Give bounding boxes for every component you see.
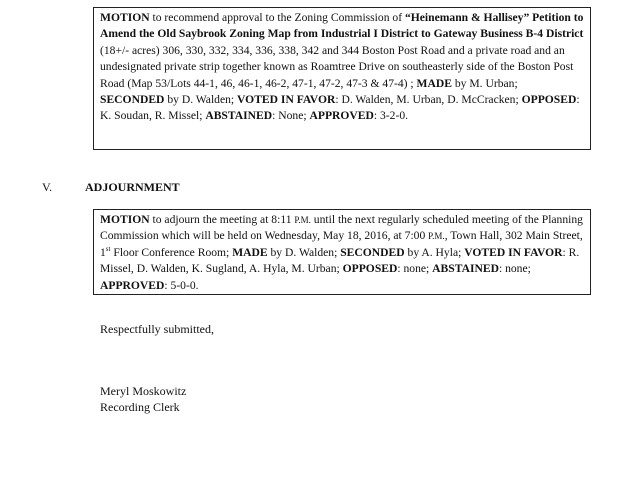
abstained-names: : none; bbox=[498, 262, 531, 276]
made-by: by M. Urban; bbox=[451, 76, 518, 90]
next-meeting-time-pm: P.M. bbox=[428, 231, 445, 242]
seconded-by: by D. Walden; bbox=[164, 93, 238, 107]
voted-label: VOTED IN FAVOR bbox=[464, 245, 563, 259]
signature-name: Meryl Moskowitz bbox=[100, 384, 187, 398]
motion-label: MOTION bbox=[100, 11, 150, 24]
signature-title: Recording Clerk bbox=[100, 400, 180, 414]
voted-label: VOTED IN FAVOR bbox=[237, 93, 336, 107]
opposed-label: OPPOSED bbox=[342, 262, 398, 276]
adjourn-text-1: to adjourn the meeting at 8:11 bbox=[149, 213, 295, 226]
opposed-names: : none; bbox=[397, 262, 433, 276]
abstained-label: ABSTAINED bbox=[432, 262, 499, 276]
made-label: MADE bbox=[232, 245, 268, 259]
made-by: by D. Walden; bbox=[267, 245, 341, 259]
petition-title: “Heinemann & Hallisey” Petition to Amend the Old Saybrook Zoning Map from Industrial I District to Gateway Business B-4 District bbox=[100, 11, 584, 41]
approved-count: : 3-2-0. bbox=[373, 109, 409, 123]
made-label: MADE bbox=[416, 76, 452, 90]
petition-details: (18+/- acres) 306, 330, 332, 334, 336, 338, 342 and 344 Boston Post Road and a private road and an undesignated private strip together known as Roamtree Drive on southeasterly side of the Boston Post Road (Map 53/Lots 44-1, 46, 46-1, 46-2, 47-1, 47-2, 47-3 & 47-4) ; bbox=[100, 43, 574, 90]
opposed-names: : K. Soudan, R. Missel; bbox=[100, 93, 580, 123]
closing-text: Respectfully submitted, bbox=[100, 322, 214, 336]
motion-label: MOTION bbox=[100, 213, 150, 226]
voted-names: : R. Missel, D. Walden, K. Sugland, A. Hyla, M. Urban; bbox=[100, 245, 580, 276]
adjourn-text-3: , Town Hall, 302 Main Street, 1 bbox=[100, 229, 583, 259]
seconded-label: SECONDED bbox=[100, 93, 165, 107]
approved-count: : 5-0-0. bbox=[164, 278, 199, 292]
ordinal-suffix: st bbox=[105, 244, 111, 253]
approved-label: APPROVED bbox=[100, 278, 165, 292]
abstained-label: ABSTAINED bbox=[205, 109, 273, 123]
opposed-label: OPPOSED bbox=[521, 93, 577, 107]
adjourn-text-4: Floor Conference Room; bbox=[110, 245, 233, 259]
motion-intro: to recommend approval to the Zoning Commission of bbox=[149, 11, 405, 24]
seconded-label: SECONDED bbox=[340, 245, 405, 259]
approved-label: APPROVED bbox=[309, 109, 374, 123]
section-number: V. bbox=[42, 180, 53, 194]
voted-names: : D. Walden, M. Urban, D. McCracken; bbox=[335, 93, 522, 107]
abstained-names: : None; bbox=[272, 109, 310, 123]
seconded-by: by A. Hyla; bbox=[404, 245, 465, 259]
adjourn-text-2: until the next regularly scheduled meeting of the Planning Commission which will be held on Wednesday, May 18, 2016, at 7:00 bbox=[100, 213, 583, 243]
motion-box-approval bbox=[93, 7, 591, 150]
section-title: ADJOURNMENT bbox=[85, 180, 180, 194]
adjourn-time-pm: P.M. bbox=[294, 215, 311, 225]
motion-box-adjourn bbox=[93, 209, 591, 295]
